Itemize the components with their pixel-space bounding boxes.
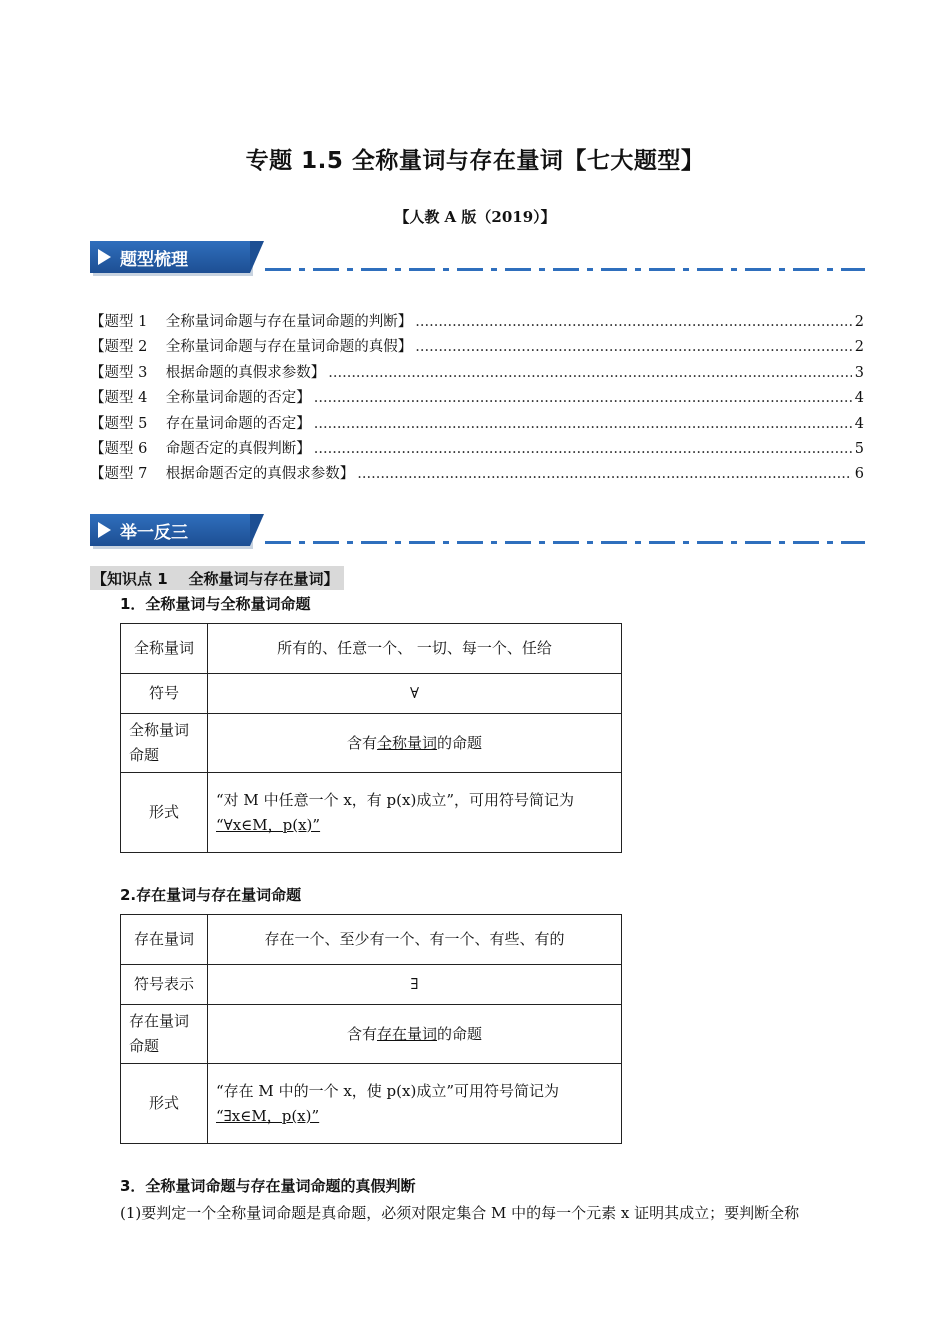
body-paragraph: (1)要判定一个全称量词命题是真命题，必须对限定集合 M 中的每一个元素 x 证明其成立；要判断全称 bbox=[120, 1204, 800, 1222]
section-heading: 2.存在量词与存在量词命题 bbox=[120, 886, 302, 904]
cell-label: 全称量词 bbox=[121, 624, 208, 674]
cell-label: 存在量词命题 bbox=[121, 1005, 208, 1064]
banner-label: 举一反三 bbox=[120, 523, 188, 543]
edition-label: 【人教 A 版（2019）】 bbox=[394, 208, 556, 226]
toc-item[interactable]: 【题型 3 根据命题的真假求参数】 ..... 3 bbox=[90, 361, 864, 386]
toc-item[interactable]: 【题型 1 全称量词命题与存在量词命题的判断】 ..... 2 bbox=[90, 310, 864, 335]
section-heading: 3．全称量词命题与存在量词命题的真假判断 bbox=[120, 1177, 416, 1195]
cell-value: 存在一个、至少有一个、有一个、有些、有的 bbox=[208, 915, 622, 965]
page-title: 专题 1.5 全称量词与存在量词【七大题型】 bbox=[245, 148, 705, 174]
toc-item[interactable]: 【题型 5 存在量词命题的否定】 ..... 4 bbox=[90, 412, 864, 437]
dashed-divider bbox=[265, 541, 865, 544]
cell-label: 符号 bbox=[121, 674, 208, 714]
cell-value: 含有存在量词的命题 bbox=[208, 1005, 622, 1064]
banner-overview bbox=[90, 241, 865, 277]
knowledge-point-label: 【知识点 1 全称量词与存在量词】 bbox=[90, 566, 344, 590]
cell-value: ∃ bbox=[208, 965, 622, 1005]
cell-value: “存在 M 中的一个 x，使 p(x)成立”可用符号简记为 “∃x∈M，p(x)” bbox=[208, 1064, 622, 1144]
section-heading: 1．全称量词与全称量词命题 bbox=[120, 595, 311, 613]
banner-label: 题型梳理 bbox=[120, 250, 188, 270]
cell-label: 全称量词命题 bbox=[121, 714, 208, 773]
toc-item[interactable]: 【题型 2 全称量词命题与存在量词命题的真假】 ..... 2 bbox=[90, 335, 864, 360]
banner-tag bbox=[90, 241, 250, 273]
play-arrow-icon bbox=[98, 249, 111, 265]
cell-value: 所有的、任意一个、 一切、每一个、任给 bbox=[208, 624, 622, 674]
banner-examples bbox=[90, 514, 865, 550]
toc-item[interactable]: 【题型 4 全称量词命题的否定】 ..... 4 bbox=[90, 386, 864, 411]
cell-label: 形式 bbox=[121, 1064, 208, 1144]
cell-label: 存在量词 bbox=[121, 915, 208, 965]
play-arrow-icon bbox=[98, 522, 111, 538]
existential-quantifier-table bbox=[120, 914, 622, 1144]
cell-value: 含有全称量词的命题 bbox=[208, 714, 622, 773]
dashed-divider bbox=[265, 268, 865, 271]
toc-item[interactable]: 【题型 7 根据命题否定的真假求参数】 ..... 6 bbox=[90, 462, 864, 487]
cell-label: 符号表示 bbox=[121, 965, 208, 1005]
banner-tag bbox=[90, 514, 250, 546]
table-of-contents bbox=[90, 310, 864, 488]
cell-label: 形式 bbox=[121, 773, 208, 853]
toc-item[interactable]: 【题型 6 命题否定的真假判断】 ..... 5 bbox=[90, 437, 864, 462]
cell-value: “对 M 中任意一个 x，有 p(x)成立”，可用符号简记为 “∀x∈M，p(x)” bbox=[208, 773, 622, 853]
universal-quantifier-table bbox=[120, 623, 622, 853]
cell-value: ∀ bbox=[208, 674, 622, 714]
